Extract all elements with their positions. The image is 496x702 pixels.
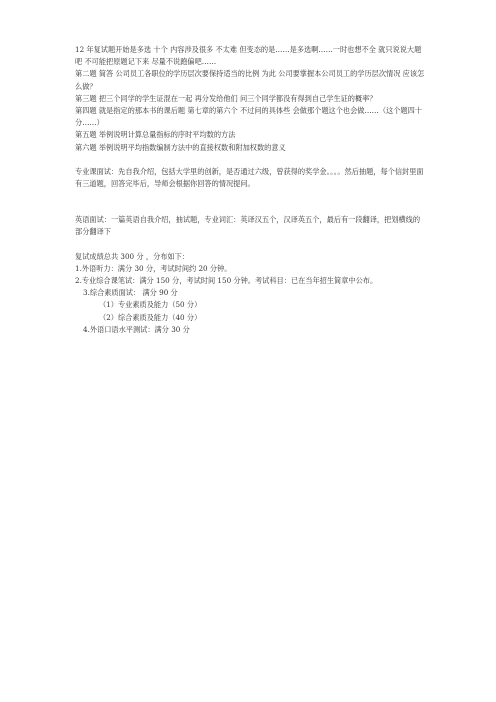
spacer [75,154,425,166]
score-subitem-comprehensive: （2）综合素质及能力（40 分） [99,312,202,322]
score-item-interview: 3.综合素质面试： 满分 90 分 [83,288,178,298]
question-2: 第二题 简答 公司员工各职位的学历层次要保持适当的比例 为此 公司要掌握本公司员工的学历层次情况 应该怎么做？ [75,69,425,91]
spacer [75,239,425,251]
major-interview-paragraph: 专业课面试：先自我介绍，包括大学里的创新，是否通过六级，曾获得的奖学金。。。。然后抽题，每个信封里面有三道题，回答完毕后，导师会根据你回答的情况提问。 [75,166,424,189]
score-item-listening: 1.外语听力：满分 30 分，考试时间约 20 分钟。 [75,263,232,273]
question-intro: 12 年复试题开始是多选 十个 内容涉及很多 不太难 但变态的是……是多选啊……一时也想不全 就只说说大题吧 不可能把原题记下来 尽量不说跑偏吧…… [75,45,422,67]
spacer [75,190,425,202]
score-intro: 复试成绩总共 300 分 ，分布如下： [75,251,190,261]
question-4: 第四题 就是指定的那本书的课后题 第七章的第六个 不过问的具体些 会做那个题这个也会做……（这个题四十分……） [75,106,422,128]
score-subitem-professional: （1）专业素质及能力（50 分） [99,300,202,310]
question-3: 第三题 把三个同学的学生证混在一起 再分发给他们 问三个同学都没有得到自己学生证的概率？ [75,93,377,103]
score-item-written: 2.专业综合课笔试：满分 150 分，考试时间 150 分钟。考试科目：已在当年招生简章中公布。 [75,276,378,286]
spacer [75,202,425,214]
score-breakdown-section [75,251,425,336]
document-page [75,44,425,336]
exam-questions-section [75,44,425,154]
english-interview-paragraph: 英语面试：一篇英语自我介绍，抽试题，专业词汇：英译汉五个，汉译英五个，最后有一段翻译，把划横线的部分翻译下 [75,215,421,237]
question-5: 第五题 举例说明计算总量指标的序时平均数的方法 [75,130,236,140]
score-item-oral: 4.外语口语水平测试：满分 30 分 [83,324,190,334]
question-6: 第六题 举例说明平均指数编制方法中的直接权数和附加权数的意义 [75,142,286,152]
